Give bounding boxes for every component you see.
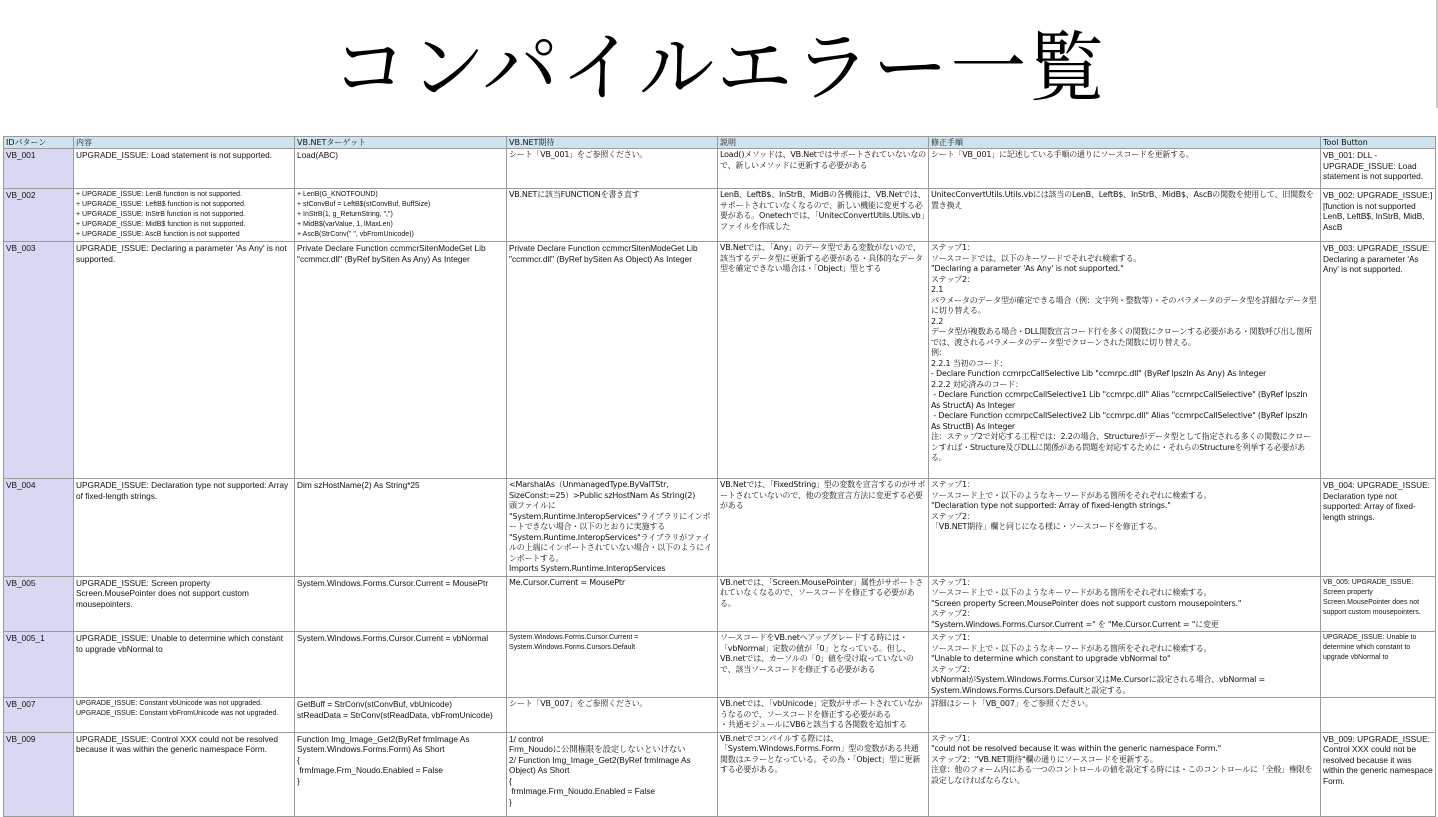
cell-line: 注：ステップ2で対応する工程では：2.2の場合、Structureがデータ型として指定される多くの関数にクローンすれば・Structure及びDLLに関係がある問題を対応するために・それらのStructureを列挙する必要がある。 (931, 432, 1311, 462)
cell-line: VB_001: DLL - UPGRADE_ISSUE: Load statement is not supported. (1323, 150, 1424, 181)
cell-line: UPGRADE_ISSUE: Constant vbUnicode was not upgraded. (76, 700, 262, 707)
cell-line: ステップ2： (931, 609, 975, 618)
cell-line: ステップ2："VB.NET期待"欄の通りにソースコードを更新する。 (931, 754, 1158, 764)
cell-line: VB_005: UPGRADE_ISSUE: Screen property Screen.MousePointer does not support custom mousepointers. (1323, 578, 1422, 616)
cell-fix (929, 732, 1321, 816)
table-row (4, 189, 1436, 242)
cell-line: "System.Runtime.InteropServices"ライブラリがファイルの上端にインポートされていない場合・以下のようにインポートする。 (509, 532, 712, 563)
cell-expected (507, 698, 718, 733)
cell-line: 2.2.2 対応済みのコード： (931, 379, 1023, 389)
cell-line: "Declaring a parameter 'As Any' is not supported." (931, 264, 1124, 273)
cell-line: シート「VB_007」をご参照ください。 (509, 699, 648, 708)
cell-content (74, 732, 295, 816)
cell-line: { (297, 754, 300, 765)
cell-id: VB_005_1 (4, 632, 74, 698)
cell-line: ステップ1： (931, 480, 975, 489)
cell-description (718, 189, 929, 242)
cell-line: System.Windows.Forms.Cursor.Current = vbNormal (297, 633, 489, 643)
header-description: 説明 (718, 137, 929, 149)
cell-line: LenB、LeftB$、InStrB、MidBの各機能は、VB.Netでは、サポートされていなくなるので、新しい機能に変更する必要がある。Onetechでは、「UnitecConvertUtils.Utils.vb」ファイルを作成した (720, 190, 926, 231)
cell-line: + stConvBuf = LeftB$(stConvBuf, BuffSize) (297, 201, 431, 208)
cell-line: VB_004: UPGRADE_ISSUE: Declaration type not supported: Array of fixed-length strings. (1323, 480, 1433, 522)
cell-line: System.Windows.Forms.Cursor.Current = System.Windows.Forms.Cursors.Default (509, 634, 641, 651)
cell-line: Dim szHostName(2) As String*25 (297, 480, 420, 490)
cell-line: ステップ2： (931, 664, 975, 674)
cell-line: 1/ control (509, 733, 544, 744)
cell-line: frmImage.Frm_Noudo.Enabled = False (509, 786, 655, 796)
cell-line: + UPGRADE_ISSUE: AscB function is not supported (76, 231, 240, 238)
table-row (4, 149, 1436, 189)
cell-line: Imports System.Runtime.InteropServices (509, 564, 666, 573)
cell-line: } (297, 775, 300, 786)
cell-line: VB_002: UPGRADE_ISSUE:][function is not supported LenB, LeftB$, InStrB, MidB, AscB (1323, 190, 1433, 232)
cell-id: VB_002 (4, 189, 74, 242)
cell-line: VB.Netでは、「FixedString」型の変数を宣言するのがサポートされていないので、他の変数宣言方法に変更する必要がある (720, 480, 926, 510)
table-row (4, 732, 1436, 816)
cell-line: System.Windows.Forms.Cursor.Current = MousePtr (297, 577, 489, 588)
header-row (4, 137, 1436, 149)
cell-content (74, 479, 295, 577)
cell-line: ステップ1： (931, 733, 975, 743)
cell-id: VB_005 (4, 576, 74, 632)
cell-expected (507, 479, 718, 577)
header-target: VB.NETターゲット (295, 137, 507, 149)
cell-expected (507, 632, 718, 698)
cell-expected (507, 576, 718, 632)
cell-line: - Declare Function ccmrpcCallSelective Lib "ccmrpc.dll" (ByRef lpszIn As Any) As Integer (931, 369, 1267, 378)
compile-error-table (3, 136, 1436, 817)
cell-line: "could not be resolved because it was within the generic namespace Form." (931, 744, 1222, 753)
cell-line: 2.1 (931, 285, 944, 294)
cell-line: frmImage.Frm_Noudo.Enabled = False (297, 765, 443, 775)
cell-line: stReadData = StrConv(stReadData, vbFromUnicode) (297, 709, 493, 720)
cell-line: Function Img_Image_Get2(ByRef frmImage As System.Windows.Forms.Form) As Short (297, 733, 472, 754)
cell-description (718, 149, 929, 189)
cell-line: { (509, 775, 512, 786)
cell-id: VB_003 (4, 242, 74, 479)
cell-line: "Declaration type not supported: Array of fixed-length strings." (931, 501, 1171, 510)
table-row (4, 576, 1436, 632)
cell-line: ソースコードでは、以下のキーワードでそれぞれ検索する。 (931, 253, 1142, 263)
cell-line: + InStrB(1, g_ReturnString, ",") (297, 211, 393, 218)
cell-target (295, 632, 507, 698)
page-title: コンパイルエラー一覧 (331, 23, 1107, 112)
cell-line: + UPGRADE_ISSUE: MidB$ function is not supported. (76, 221, 246, 228)
cell-fix (929, 242, 1321, 479)
cell-line: Load(ABC) (297, 150, 339, 160)
cell-tool (1321, 479, 1436, 577)
cell-line: vbNormalがSystem.Windows.Forms.Cursor又はMe.Cursorに設定される場合、vbNormal = System.Windows.Forms.Cursors.Defaultと設定する。 (931, 675, 1268, 695)
cell-line: ステップ1： (931, 577, 975, 587)
cell-line: GetBuff = StrConv(stConvBuf, vbUnicode) (297, 699, 453, 709)
cell-line: + UPGRADE_ISSUE: LenB function is not supported. (76, 191, 242, 198)
table-row (4, 242, 1436, 479)
cell-line: パラメータのデータ型が確定できる場合（例：文字列・整数等）・そのパラメータのデータ型を詳細なデータ型に切り替える。 (931, 295, 1317, 315)
cell-line: VB.netでコンパイルする際には、「System.Windows.Forms.Form」型の変数がある共通関数はエラーとなっている。その為・「Object」型に更新する必要がある。 (720, 733, 921, 774)
cell-line: UPGRADE_ISSUE: Declaring a parameter 'As Any' is not supported. (76, 243, 289, 264)
cell-target (295, 698, 507, 733)
cell-description (718, 732, 929, 816)
cell-expected (507, 732, 718, 816)
cell-line: ソースコード上で・以下のようなキーワードがある箇所をそれぞれに検索する。 (931, 588, 1212, 597)
header-tool: Tool Button (1321, 137, 1436, 149)
cell-line: UPGRADE_ISSUE: Unable to determine which constant to upgrade vbNormal to (76, 633, 286, 654)
cell-description (718, 479, 929, 577)
cell-line: 2/ Function Img_Image_Get2(ByRef frmImage As Object) As Short (509, 754, 694, 775)
cell-description (718, 242, 929, 479)
cell-content (74, 698, 295, 733)
cell-fix (929, 149, 1321, 189)
cell-line: } (509, 796, 512, 807)
cell-line: Private Declare Function ccmmcrSitenModeGet Lib "ccmmcr.dll" (ByRef bySiten As Object) As Integer (509, 243, 700, 264)
cell-tool (1321, 189, 1436, 242)
cell-fix (929, 576, 1321, 632)
cell-line: UPGRADE_ISSUE: Screen property Screen.MousePointer does not support custom mousepointers. (76, 577, 252, 609)
cell-line: 詳細はシート「VB_007」をご参照ください。 (931, 699, 1093, 708)
cell-content (74, 632, 295, 698)
cell-expected (507, 189, 718, 242)
cell-line: + UPGRADE_ISSUE: InStrB function is not supported. (76, 211, 246, 218)
cell-expected (507, 242, 718, 479)
table-row (4, 698, 1436, 733)
cell-target (295, 732, 507, 816)
cell-tool (1321, 732, 1436, 816)
cell-content (74, 242, 295, 479)
cell-line: 2.2 (931, 316, 944, 326)
cell-line: UnitecConvertUtils.Utils.vbには該当のLenB、LeftB$、InStrB、MidB$、AscBの関数を使用して、旧関数を置き換え (931, 190, 1314, 210)
cell-line: VB.NETに該当FUNCTIONを書き直す (509, 190, 640, 199)
cell-content (74, 189, 295, 242)
cell-line: + MidB$(varValue, 1, lMaxLen) (297, 221, 393, 228)
cell-line: ソースコード上で・以下のようなキーワードがある箇所をそれぞれに検索する。 (931, 643, 1212, 653)
cell-line: "System.Windows.Forms.Cursor.Current =" を "Me.Cursor.Current = "に変更 (931, 619, 1219, 629)
cell-line: ステップ2： (931, 511, 975, 521)
cell-target (295, 149, 507, 189)
cell-line: VB.netでは、「vbUnicode」定数がサポートされていなかうなるので、ソースコードを修正する必要がある (720, 699, 923, 719)
cell-content (74, 149, 295, 189)
cell-line: + LenB(G_KNOTFOUND) (297, 191, 378, 198)
cell-target (295, 189, 507, 242)
cell-line: データ型が複数ある場合・DLL関数宣言コード行を多くの関数にクローンする必要がある・関数呼び出し箇所では、渡されるパラメータのデータ型でクローンされた関数に切り替える。 (931, 327, 1312, 347)
cell-line: - Declare Function ccmrpcCallSelective2 Lib "ccmrpc.dll" Alias "ccmrpcCallSelective" (ByRef lpszIn As StructB) As Integer (931, 411, 1310, 431)
cell-line: VB.netでは、「Screen.MousePointer」属性がサポートされていなくなるので、ソースコードを修正する必要がある。 (720, 577, 924, 608)
cell-line: UPGRADE_ISSUE: Constant vbFromUnicode was not upgraded. (76, 710, 279, 717)
cell-tool (1321, 632, 1436, 698)
header-fix: 修正手順 (929, 137, 1321, 149)
cell-id: VB_004 (4, 479, 74, 577)
cell-tool (1321, 576, 1436, 632)
table-row (4, 479, 1436, 577)
cell-line: + UPGRADE_ISSUE: LeftB$ function is not supported. (76, 201, 246, 208)
cell-line: VB_003: UPGRADE_ISSUE: Declaring a parameter 'As Any' is not supported. (1323, 243, 1433, 274)
cell-line: - Declare Function ccmrpcCallSelective1 Lib "ccmrpc.dll" Alias "ccmrpcCallSelective" (ByRef lpszIn As StructA) As Integer (931, 390, 1310, 410)
cell-id: VB_009 (4, 732, 74, 816)
cell-fix (929, 189, 1321, 242)
cell-line: ソースコード上で・以下のようなキーワードがある箇所をそれぞれに検索する。 (931, 490, 1212, 500)
cell-id: VB_007 (4, 698, 74, 733)
cell-line: シート「VB_001」をご参照ください。 (509, 150, 648, 159)
cell-line: Private Declare Function ccmmcrSitenModeGet Lib "ccmmcr.dll" (ByRef bySiten As Any) As Integer (297, 243, 488, 264)
cell-line: ステップ1： (931, 633, 975, 642)
cell-target (295, 242, 507, 479)
cell-target (295, 576, 507, 632)
cell-line: 例： (931, 348, 947, 357)
cell-line: "System.Runtime.InteropServices"ライブラリにインポートできない場合・以下のとおりに実施する (509, 511, 711, 531)
error-table-container (3, 136, 1436, 807)
cell-description (718, 576, 929, 632)
cell-line: VB_009: UPGRADE_ISSUE: Control XXX could not be resolved because it was within the generic namespace Form. (1323, 733, 1436, 786)
cell-line: UPGRADE_ISSUE: Unable to determine which constant to upgrade vbNormal to (1323, 634, 1419, 661)
cell-content (74, 576, 295, 632)
cell-line: ・共通モジュールにVB6と該当する各関数を追加する (720, 720, 907, 729)
cell-tool (1321, 149, 1436, 189)
cell-line: Me.Cursor.Current = MousePtr (509, 577, 625, 587)
cell-line: シート「VB_001」に記述している手順の通りにソースコードを更新する。 (931, 150, 1194, 159)
cell-line: 注意：他のフォーム内にある一つのコントロールの値を設定する時には・このコントロールに「全般」権限を設定しなければならない。 (931, 765, 1313, 785)
cell-line: Frm_Noudoに公開権限を設定しないといけない (509, 744, 686, 754)
cell-line: ステップ1： (931, 243, 975, 252)
cell-line: + AscB(StrConv(" ", vbFromUnicode)) (297, 231, 414, 238)
cell-id: VB_001 (4, 149, 74, 189)
cell-line: UPGRADE_ISSUE: Load statement is not supported. (76, 150, 272, 160)
cell-fix (929, 698, 1321, 733)
header-content: 内容 (74, 137, 295, 149)
cell-line: "Screen property Screen.MousePointer does not support custom mousepointers." (931, 598, 1242, 608)
cell-expected (507, 149, 718, 189)
cell-line: ステップ2： (931, 274, 975, 284)
header-id: IDパターン (4, 137, 74, 149)
cell-tool (1321, 242, 1436, 479)
cell-target (295, 479, 507, 577)
cell-line: <MarshalAs（UnmanagedType.ByValTStr, SizeConst:=25）>Public szHostNam As String(2) (509, 480, 696, 500)
cell-fix (929, 632, 1321, 698)
table-row (4, 632, 1436, 698)
cell-description (718, 632, 929, 698)
cell-description (718, 698, 929, 733)
cell-line: Load()メソッドは、VB.Netではサポートされていないなので、新しいメソッドに更新する必要がある (720, 150, 926, 170)
cell-line: UPGRADE_ISSUE: Declaration type not supported: Array of fixed-length strings. (76, 480, 291, 501)
cell-fix (929, 479, 1321, 577)
cell-line: 2.2.1 当初のコード： (931, 358, 1008, 368)
cell-line: "Unable to determine which constant to upgrade vbNormal to" (931, 654, 1171, 663)
header-expected: VB.NET期待 (507, 137, 718, 149)
cell-line: 頭ファイルに (509, 501, 556, 510)
cell-line: UPGRADE_ISSUE: Control XXX could not be resolved because it was within the generic namespace Form. (76, 733, 281, 754)
cell-line: VB.Netでは、「Any」のデータ型である変数がないので、該当するデータ型に更新する必要がある・具体的なデータ型を確定できない場合は・「Object」型とする (720, 243, 923, 273)
cell-line: 「VB.NET期待」欄と同じになる様に・ソースコードを修正する。 (931, 522, 1162, 531)
cell-tool (1321, 698, 1436, 733)
cell-line: ソースコードをVB.netへアップグレードする時には・「vbNormal」定数の値が「0」となっている。但し、VB.netでは、カーソルの「0」値を受け取っていないので、該当ソースコードを修正する必要がある (720, 633, 914, 674)
